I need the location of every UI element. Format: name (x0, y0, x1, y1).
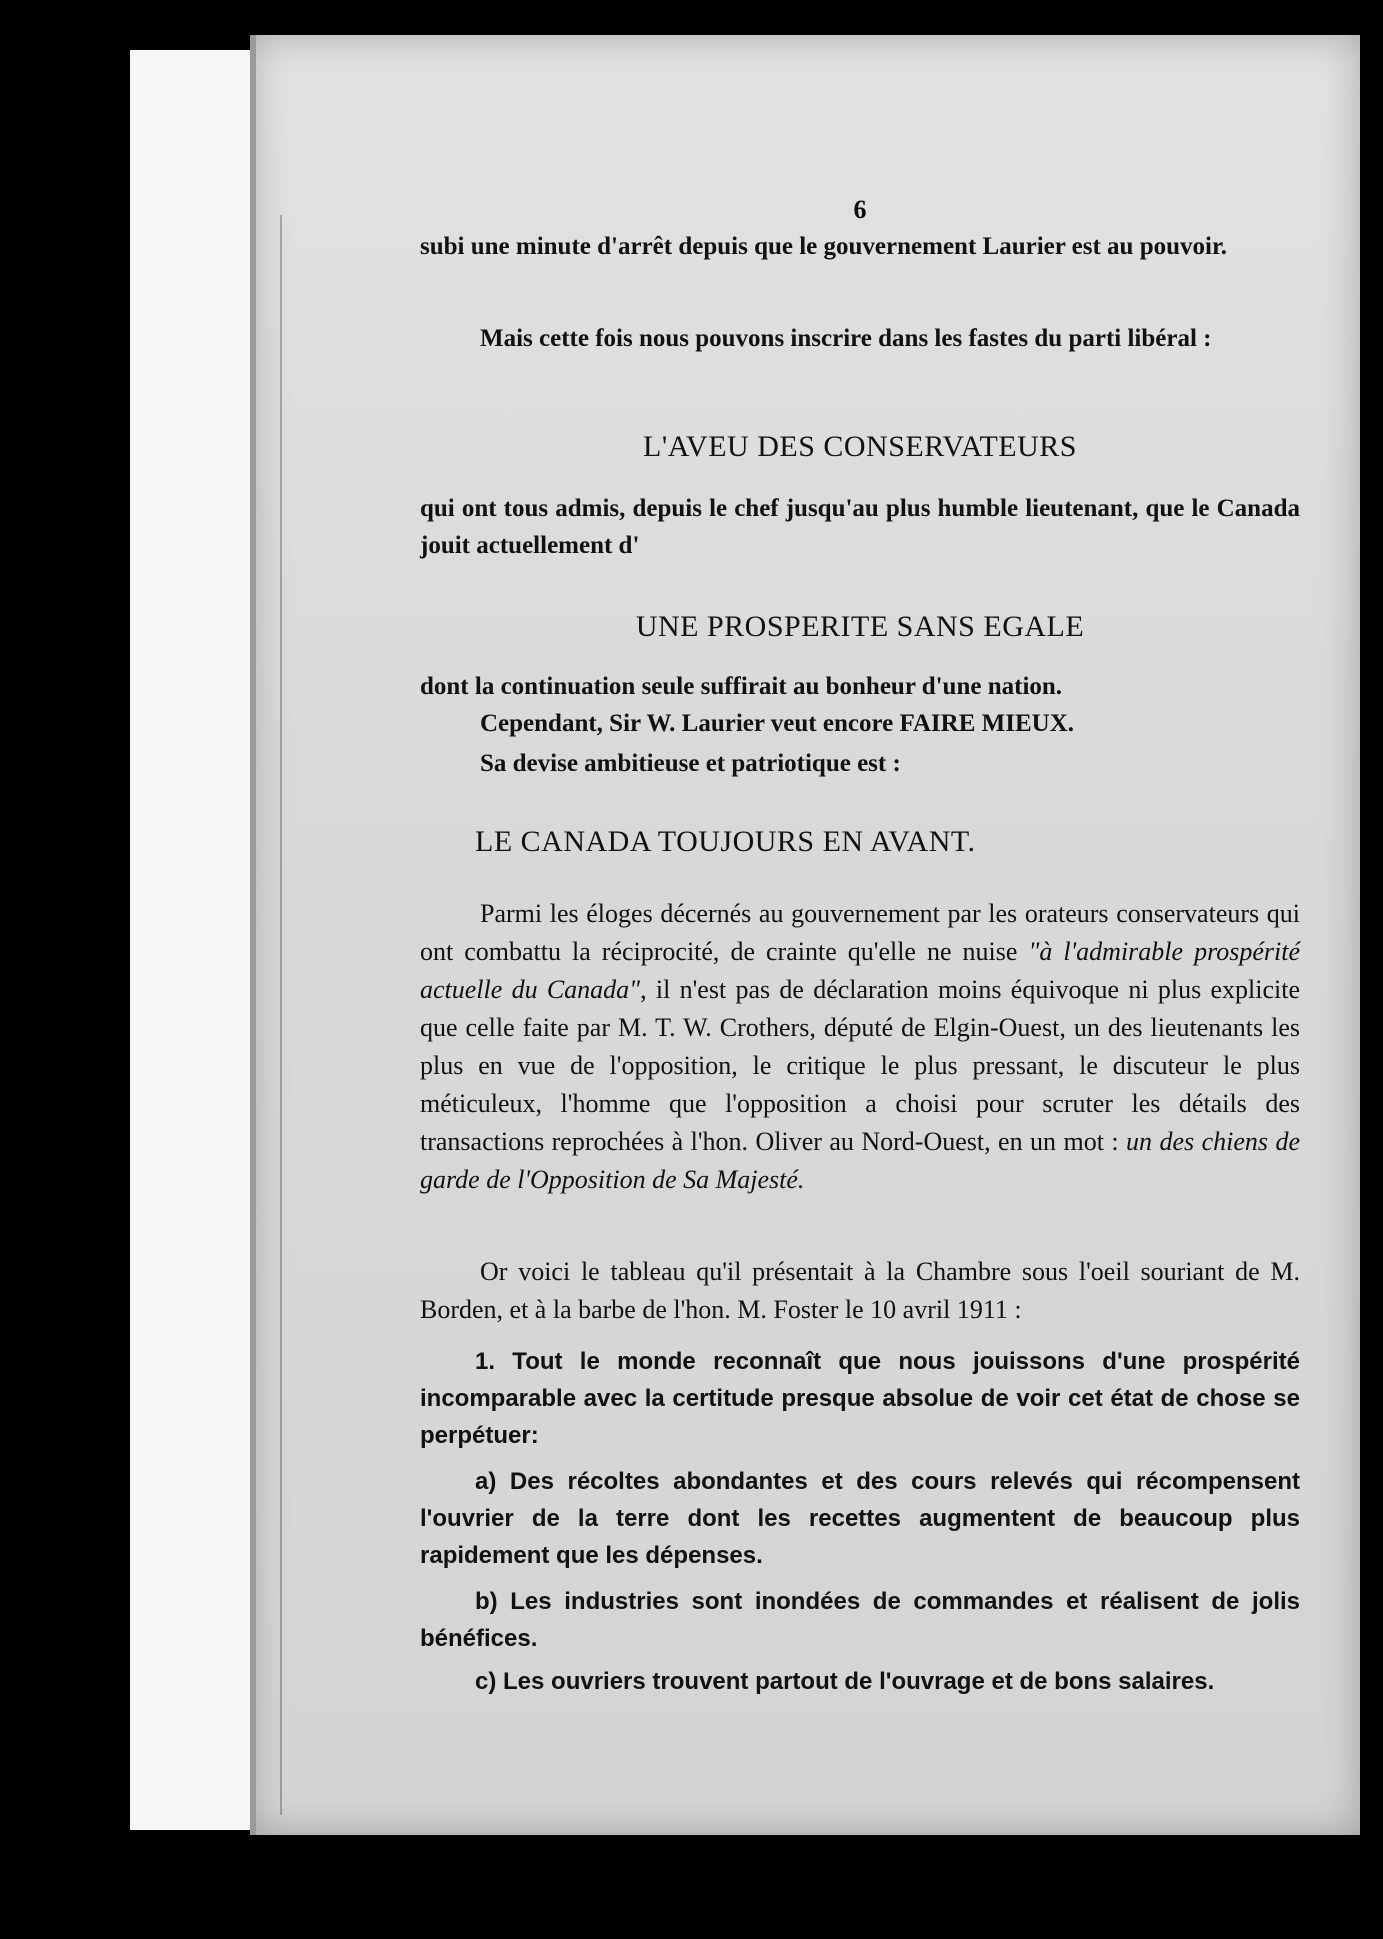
page-number: 6 (853, 195, 867, 224)
paragraph-2: Mais cette fois nous pouvons inscrire dans les fastes du parti libéral : (480, 325, 1212, 352)
paragraph-5: Cependant, Sir W. Laurier veut encore FAIRE MIEUX. (480, 710, 1074, 737)
binding-line (280, 215, 282, 1815)
paragraph-3: qui ont tous admis, depuis le chef jusqu'au plus humble lieutenant, que le Canada jouit actuellement d' (420, 495, 1300, 559)
paragraph-4: dont la continuation seule suffirait au bonheur d'une nation. (420, 673, 1063, 700)
document-page (250, 35, 1360, 1835)
paragraph-6: Sa devise ambitieuse et patriotique est : (480, 750, 901, 777)
paragraph-7-text-c: , il n'est pas de déclaration moins équivoque ni plus explicite que celle faite par M. T. W. Crothers, député de Elgin-Ouest, un des lieutenants les plus en vue de l'opposition, le critique le plus pressant, le discuteur le plus méticuleux, l'homme que l'opposition a choisi pour scruter les détails des transactions reprochées à l'hon. Oliver au Nord-Ouest, en un mot : (420, 975, 1300, 1156)
paragraph-7 (420, 895, 1300, 1199)
heading-prosperite: UNE PROSPERITE SANS EGALE (635, 610, 1085, 643)
list-item-a: a) Des récoltes abondantes et des cours relevés qui récompensent l'ouvrier de la terre dont les recettes augmentent de beaucoup plus rapidement que les dépenses. (420, 1468, 1300, 1569)
paragraph-8: Or voici le tableau qu'il présentait à la Chambre sous l'oeil souriant de M. Borden, et à la barbe de l'hon. M. Foster le 10 avril 1911 : (420, 1257, 1300, 1324)
list-item-1: 1. Tout le monde reconnaît que nous jouissons d'une prospérité incomparable avec la certitude presque absolue de voir cet état de chose se perpétuer: (420, 1348, 1300, 1449)
paragraph-7-text-a: Parmi les éloges décernés au gouvernement par les orateurs conservateurs qui ont combattu la réciprocité, de crainte qu'elle ne nuise (420, 899, 1300, 966)
list-item-c: c) Les ouvriers trouvent partout de l'ouvrage et de bons salaires. (475, 1668, 1215, 1695)
paragraph-7-closing: un des chiens de garde de l'Opposition de Sa Majesté. (420, 1127, 1300, 1194)
list-item-b: b) Les industries sont inondées de commandes et réalisent de jolis bénéfices. (420, 1588, 1300, 1652)
heading-canada: LE CANADA TOUJOURS EN AVANT. (475, 825, 976, 858)
heading-aveu: L'AVEU DES CONSERVATEURS (643, 430, 1077, 463)
paragraph-1: subi une minute d'arrêt depuis que le gouvernement Laurier est au pouvoir. (420, 233, 1227, 260)
paragraph-7-quote: "à l'admirable prospérité actuelle du Canada" (420, 937, 1300, 1004)
page-edge (250, 35, 256, 1835)
